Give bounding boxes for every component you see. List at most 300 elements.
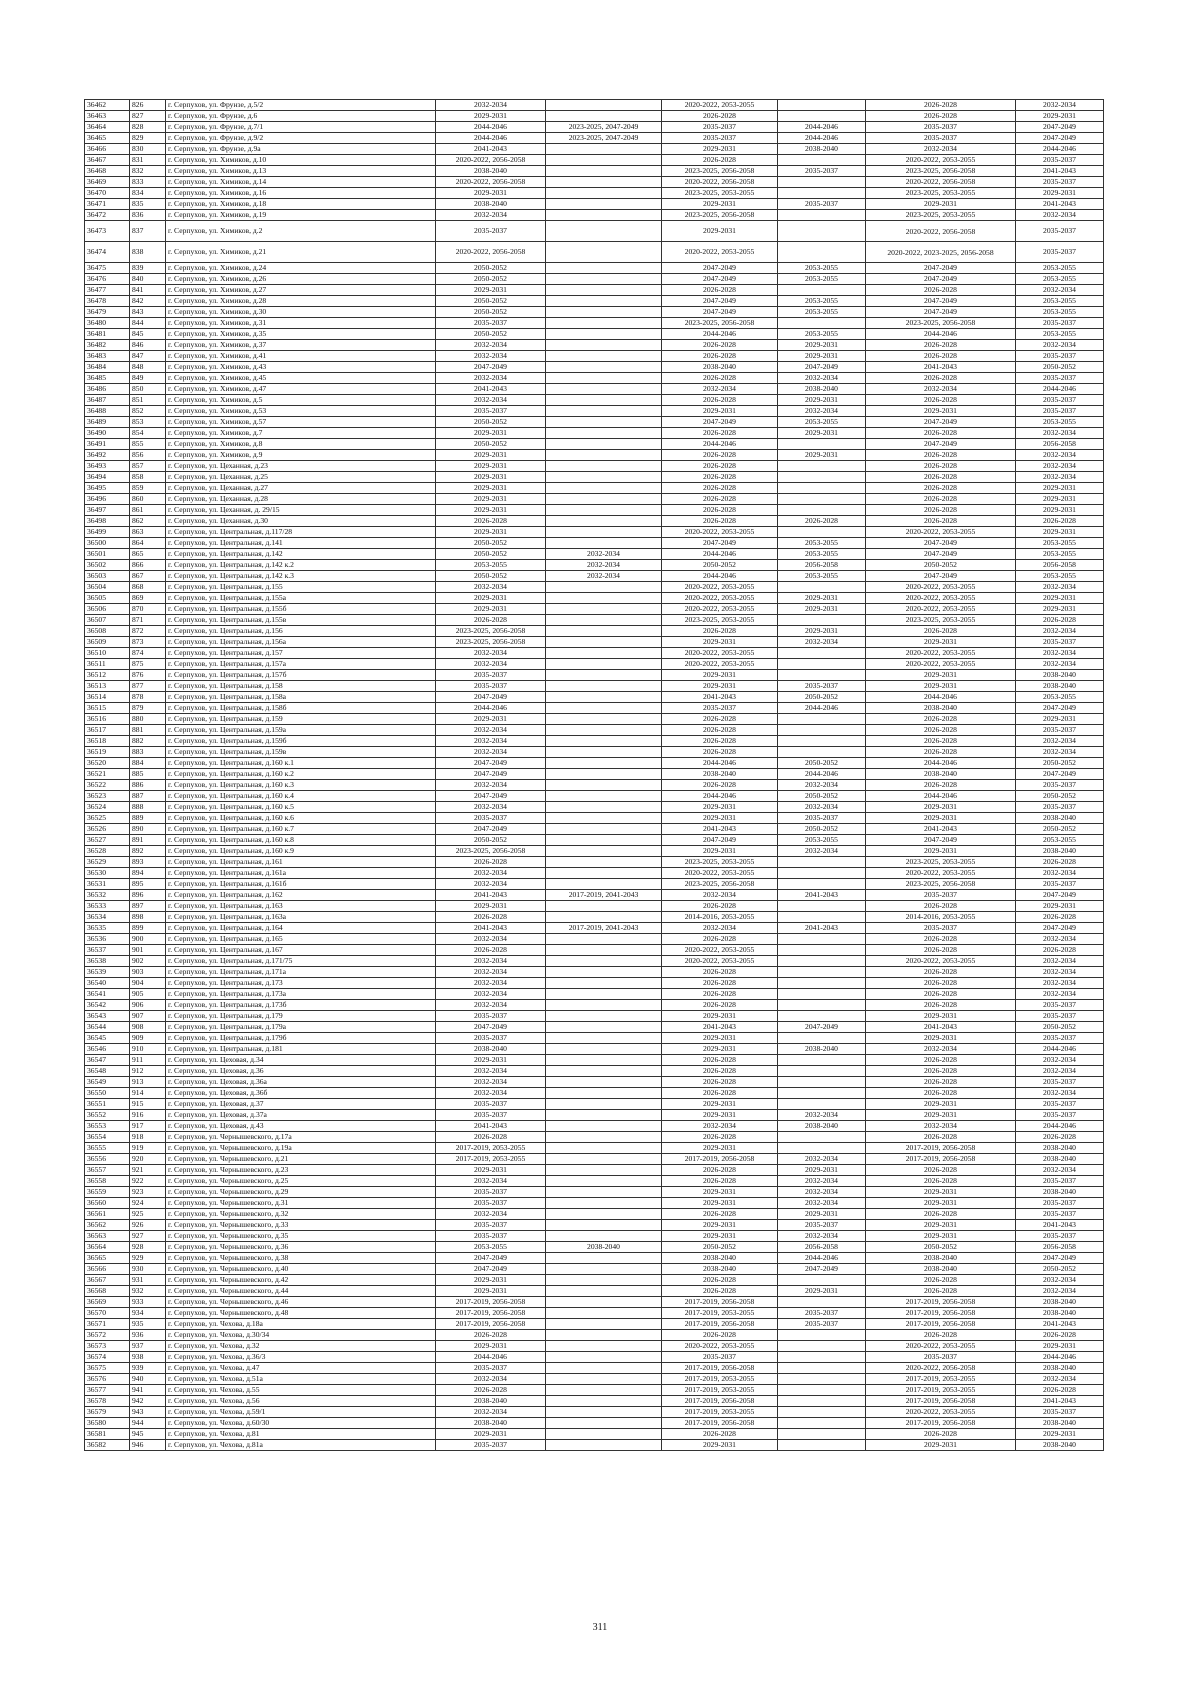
period-6-cell: 2047-2049 xyxy=(1016,923,1104,934)
table-row xyxy=(85,1242,1104,1253)
row-number-cell: 837 xyxy=(130,221,166,242)
period-4-cell xyxy=(778,670,866,681)
period-3-cell: 2038-2040 xyxy=(662,362,778,373)
period-6-cell: 2032-2034 xyxy=(1016,967,1104,978)
period-1-cell: 2017-2019, 2056-2058 xyxy=(436,1319,546,1330)
period-3-cell: 2017-2019, 2056-2058 xyxy=(662,1319,778,1330)
table-row xyxy=(85,802,1104,813)
period-5-cell: 2029-2031 xyxy=(866,1187,1016,1198)
period-2-cell xyxy=(546,1374,662,1385)
row-id-cell: 36574 xyxy=(85,1352,130,1363)
row-number-cell: 844 xyxy=(130,318,166,329)
row-number-cell: 875 xyxy=(130,659,166,670)
period-1-cell: 2029-2031 xyxy=(436,714,546,725)
period-6-cell: 2047-2049 xyxy=(1016,133,1104,144)
period-2-cell xyxy=(546,1066,662,1077)
period-4-cell: 2053-2055 xyxy=(778,835,866,846)
period-2-cell xyxy=(546,989,662,1000)
period-3-cell: 2026-2028 xyxy=(662,483,778,494)
period-2-cell xyxy=(546,1308,662,1319)
period-2-cell xyxy=(546,714,662,725)
period-6-cell: 2029-2031 xyxy=(1016,604,1104,615)
period-4-cell: 2032-2034 xyxy=(778,1231,866,1242)
period-2-cell xyxy=(546,901,662,912)
row-id-cell: 36505 xyxy=(85,593,130,604)
row-id-cell: 36537 xyxy=(85,945,130,956)
row-id-cell: 36545 xyxy=(85,1033,130,1044)
period-6-cell: 2029-2031 xyxy=(1016,494,1104,505)
row-number-cell: 833 xyxy=(130,177,166,188)
period-1-cell: 2041-2043 xyxy=(436,890,546,901)
period-2-cell xyxy=(546,406,662,417)
row-id-cell: 36563 xyxy=(85,1231,130,1242)
period-5-cell: 2026-2028 xyxy=(866,505,1016,516)
period-2-cell xyxy=(546,516,662,527)
period-6-cell: 2026-2028 xyxy=(1016,1385,1104,1396)
table-row xyxy=(85,725,1104,736)
period-2-cell xyxy=(546,1110,662,1121)
period-6-cell: 2035-2037 xyxy=(1016,1077,1104,1088)
address-cell: г. Серпухов, ул. Чернышевского, д.23 xyxy=(166,1165,436,1176)
period-2-cell xyxy=(546,1429,662,1440)
period-4-cell xyxy=(778,1363,866,1374)
period-6-cell: 2038-2040 xyxy=(1016,1308,1104,1319)
period-5-cell: 2038-2040 xyxy=(866,703,1016,714)
row-id-cell: 36526 xyxy=(85,824,130,835)
period-5-cell: 2029-2031 xyxy=(866,670,1016,681)
row-id-cell: 36521 xyxy=(85,769,130,780)
row-number-cell: 945 xyxy=(130,1429,166,1440)
period-6-cell: 2032-2034 xyxy=(1016,1066,1104,1077)
address-cell: г. Серпухов, ул. Центральная, д.155в xyxy=(166,615,436,626)
row-id-cell: 36560 xyxy=(85,1198,130,1209)
period-1-cell: 2029-2031 xyxy=(436,1429,546,1440)
row-id-cell: 36553 xyxy=(85,1121,130,1132)
period-2-cell: 2032-2034 xyxy=(546,571,662,582)
period-6-cell: 2032-2034 xyxy=(1016,978,1104,989)
address-cell: г. Серпухов, ул. Центральная, д.117/28 xyxy=(166,527,436,538)
address-cell: г. Серпухов, ул. Центральная, д.155 xyxy=(166,582,436,593)
period-5-cell: 2020-2022, 2053-2055 xyxy=(866,582,1016,593)
address-cell: г. Серпухов, ул. Чернышевского, д.33 xyxy=(166,1220,436,1231)
address-cell: г. Серпухов, ул. Центральная, д.160 к.1 xyxy=(166,758,436,769)
period-2-cell xyxy=(546,637,662,648)
period-4-cell: 2041-2043 xyxy=(778,890,866,901)
address-cell: г. Серпухов, ул. Химиков, д.7 xyxy=(166,428,436,439)
period-3-cell: 2029-2031 xyxy=(662,199,778,210)
period-2-cell xyxy=(546,1418,662,1429)
period-2-cell xyxy=(546,1319,662,1330)
row-number-cell: 899 xyxy=(130,923,166,934)
period-4-cell xyxy=(778,1418,866,1429)
address-cell: г. Серпухов, ул. Центральная, д.142 xyxy=(166,549,436,560)
period-3-cell: 2029-2031 xyxy=(662,1099,778,1110)
period-1-cell: 2032-2034 xyxy=(436,802,546,813)
period-5-cell: 2026-2028 xyxy=(866,373,1016,384)
address-cell: г. Серпухов, ул. Центральная, д.158б xyxy=(166,703,436,714)
row-id-cell: 36465 xyxy=(85,133,130,144)
period-4-cell xyxy=(778,1099,866,1110)
period-3-cell: 2044-2046 xyxy=(662,329,778,340)
period-4-cell: 2053-2055 xyxy=(778,329,866,340)
row-id-cell: 36518 xyxy=(85,736,130,747)
address-cell: г. Серпухов, ул. Центральная, д.155а xyxy=(166,593,436,604)
row-id-cell: 36566 xyxy=(85,1264,130,1275)
period-5-cell: 2026-2028 xyxy=(866,934,1016,945)
address-cell: г. Серпухов, ул. Чернышевского, д.19а xyxy=(166,1143,436,1154)
period-2-cell xyxy=(546,199,662,210)
period-3-cell: 2029-2031 xyxy=(662,1011,778,1022)
table-row xyxy=(85,221,1104,242)
period-3-cell: 2026-2028 xyxy=(662,1209,778,1220)
period-4-cell xyxy=(778,659,866,670)
period-3-cell: 2026-2028 xyxy=(662,1429,778,1440)
period-5-cell: 2035-2037 xyxy=(866,1352,1016,1363)
period-4-cell: 2050-2052 xyxy=(778,791,866,802)
period-4-cell: 2044-2046 xyxy=(778,703,866,714)
row-number-cell: 928 xyxy=(130,1242,166,1253)
period-2-cell xyxy=(546,242,662,263)
table-row xyxy=(85,1077,1104,1088)
period-3-cell: 2026-2028 xyxy=(662,736,778,747)
period-5-cell: 2029-2031 xyxy=(866,1099,1016,1110)
period-6-cell: 2044-2046 xyxy=(1016,1044,1104,1055)
period-5-cell: 2029-2031 xyxy=(866,1011,1016,1022)
row-id-cell: 36476 xyxy=(85,274,130,285)
period-4-cell: 2029-2031 xyxy=(778,626,866,637)
row-number-cell: 881 xyxy=(130,725,166,736)
period-3-cell: 2026-2028 xyxy=(662,978,778,989)
period-3-cell: 2029-2031 xyxy=(662,813,778,824)
period-3-cell: 2029-2031 xyxy=(662,1440,778,1451)
period-6-cell: 2032-2034 xyxy=(1016,989,1104,1000)
period-4-cell: 2035-2037 xyxy=(778,1308,866,1319)
period-2-cell xyxy=(546,384,662,395)
period-4-cell xyxy=(778,1407,866,1418)
period-6-cell: 2032-2034 xyxy=(1016,340,1104,351)
period-6-cell: 2047-2049 xyxy=(1016,890,1104,901)
period-2-cell xyxy=(546,274,662,285)
address-cell: г. Серпухов, ул. Цеховая, д.36б xyxy=(166,1088,436,1099)
period-1-cell: 2032-2034 xyxy=(436,1088,546,1099)
period-6-cell: 2029-2031 xyxy=(1016,1429,1104,1440)
period-2-cell xyxy=(546,461,662,472)
table-row xyxy=(85,846,1104,857)
period-6-cell: 2029-2031 xyxy=(1016,527,1104,538)
period-1-cell: 2029-2031 xyxy=(436,494,546,505)
period-3-cell: 2017-2019, 2053-2055 xyxy=(662,1385,778,1396)
period-5-cell: 2020-2022, 2053-2055 xyxy=(866,1341,1016,1352)
row-number-cell: 937 xyxy=(130,1341,166,1352)
table-row xyxy=(85,274,1104,285)
period-5-cell: 2029-2031 xyxy=(866,1198,1016,1209)
period-5-cell: 2023-2025, 2053-2055 xyxy=(866,857,1016,868)
period-1-cell: 2029-2031 xyxy=(436,483,546,494)
period-1-cell: 2029-2031 xyxy=(436,1341,546,1352)
period-2-cell xyxy=(546,1341,662,1352)
period-2-cell xyxy=(546,144,662,155)
period-6-cell: 2032-2034 xyxy=(1016,582,1104,593)
period-3-cell: 2044-2046 xyxy=(662,439,778,450)
period-3-cell: 2035-2037 xyxy=(662,122,778,133)
period-3-cell: 2026-2028 xyxy=(662,626,778,637)
period-6-cell: 2053-2055 xyxy=(1016,307,1104,318)
row-id-cell: 36530 xyxy=(85,868,130,879)
row-number-cell: 922 xyxy=(130,1176,166,1187)
row-number-cell: 920 xyxy=(130,1154,166,1165)
row-id-cell: 36524 xyxy=(85,802,130,813)
period-1-cell: 2035-2037 xyxy=(436,221,546,242)
period-3-cell: 2026-2028 xyxy=(662,1176,778,1187)
period-5-cell: 2026-2028 xyxy=(866,780,1016,791)
period-5-cell: 2020-2022, 2053-2055 xyxy=(866,527,1016,538)
period-5-cell: 2026-2028 xyxy=(866,461,1016,472)
row-number-cell: 856 xyxy=(130,450,166,461)
period-1-cell: 2047-2049 xyxy=(436,824,546,835)
period-1-cell: 2032-2034 xyxy=(436,1176,546,1187)
period-4-cell xyxy=(778,177,866,188)
table-row xyxy=(85,824,1104,835)
period-1-cell: 2032-2034 xyxy=(436,747,546,758)
table-row xyxy=(85,890,1104,901)
period-2-cell xyxy=(546,1176,662,1187)
period-6-cell: 2044-2046 xyxy=(1016,1352,1104,1363)
row-id-cell: 36488 xyxy=(85,406,130,417)
period-3-cell: 2041-2043 xyxy=(662,824,778,835)
table-row xyxy=(85,615,1104,626)
table-row xyxy=(85,1132,1104,1143)
period-1-cell: 2038-2040 xyxy=(436,166,546,177)
row-id-cell: 36532 xyxy=(85,890,130,901)
row-id-cell: 36551 xyxy=(85,1099,130,1110)
row-id-cell: 36525 xyxy=(85,813,130,824)
row-id-cell: 36496 xyxy=(85,494,130,505)
row-number-cell: 893 xyxy=(130,857,166,868)
address-cell: г. Серпухов, ул. Центральная, д.141 xyxy=(166,538,436,549)
address-cell: г. Серпухов, ул. Центральная, д.181 xyxy=(166,1044,436,1055)
period-1-cell: 2044-2046 xyxy=(436,703,546,714)
row-number-cell: 882 xyxy=(130,736,166,747)
period-1-cell: 2041-2043 xyxy=(436,1121,546,1132)
address-cell: г. Серпухов, ул. Центральная, д.159 xyxy=(166,714,436,725)
period-4-cell xyxy=(778,100,866,111)
row-id-cell: 36481 xyxy=(85,329,130,340)
table-row xyxy=(85,166,1104,177)
period-2-cell xyxy=(546,615,662,626)
address-cell: г. Серпухов, ул. Фрунзе, д.5/2 xyxy=(166,100,436,111)
period-1-cell: 2017-2019, 2053-2055 xyxy=(436,1154,546,1165)
period-2-cell xyxy=(546,351,662,362)
row-number-cell: 868 xyxy=(130,582,166,593)
period-4-cell xyxy=(778,1352,866,1363)
row-id-cell: 36477 xyxy=(85,285,130,296)
table-row xyxy=(85,1407,1104,1418)
address-cell: г. Серпухов, ул. Чехова, д.32 xyxy=(166,1341,436,1352)
row-number-cell: 936 xyxy=(130,1330,166,1341)
table-row xyxy=(85,813,1104,824)
period-1-cell: 2035-2037 xyxy=(436,406,546,417)
period-4-cell: 2032-2034 xyxy=(778,373,866,384)
period-3-cell: 2029-2031 xyxy=(662,637,778,648)
period-2-cell xyxy=(546,1187,662,1198)
period-4-cell xyxy=(778,879,866,890)
period-2-cell xyxy=(546,1275,662,1286)
period-1-cell: 2032-2034 xyxy=(436,351,546,362)
row-number-cell: 849 xyxy=(130,373,166,384)
period-3-cell: 2047-2049 xyxy=(662,417,778,428)
row-id-cell: 36483 xyxy=(85,351,130,362)
period-6-cell: 2035-2037 xyxy=(1016,879,1104,890)
period-2-cell xyxy=(546,1000,662,1011)
period-2-cell xyxy=(546,329,662,340)
period-1-cell: 2032-2034 xyxy=(436,659,546,670)
period-1-cell: 2035-2037 xyxy=(436,1011,546,1022)
period-6-cell: 2029-2031 xyxy=(1016,505,1104,516)
period-1-cell: 2026-2028 xyxy=(436,516,546,527)
row-number-cell: 853 xyxy=(130,417,166,428)
row-id-cell: 36533 xyxy=(85,901,130,912)
address-cell: г. Серпухов, ул. Чехова, д.18а xyxy=(166,1319,436,1330)
period-1-cell: 2047-2049 xyxy=(436,362,546,373)
period-6-cell: 2029-2031 xyxy=(1016,714,1104,725)
period-4-cell: 2056-2058 xyxy=(778,560,866,571)
period-6-cell: 2035-2037 xyxy=(1016,1099,1104,1110)
period-3-cell: 2035-2037 xyxy=(662,1352,778,1363)
period-1-cell: 2050-2052 xyxy=(436,835,546,846)
period-6-cell: 2035-2037 xyxy=(1016,373,1104,384)
table-row xyxy=(85,1220,1104,1231)
row-number-cell: 857 xyxy=(130,461,166,472)
period-4-cell xyxy=(778,527,866,538)
row-id-cell: 36462 xyxy=(85,100,130,111)
period-2-cell xyxy=(546,1264,662,1275)
table-row xyxy=(85,1033,1104,1044)
row-number-cell: 933 xyxy=(130,1297,166,1308)
period-5-cell: 2044-2046 xyxy=(866,692,1016,703)
period-6-cell: 2044-2046 xyxy=(1016,144,1104,155)
period-1-cell: 2026-2028 xyxy=(436,857,546,868)
period-2-cell xyxy=(546,1165,662,1176)
period-2-cell xyxy=(546,1143,662,1154)
period-5-cell: 2047-2049 xyxy=(866,307,1016,318)
period-3-cell: 2029-2031 xyxy=(662,1198,778,1209)
period-2-cell xyxy=(546,417,662,428)
period-4-cell xyxy=(778,1088,866,1099)
table-row xyxy=(85,549,1104,560)
period-2-cell xyxy=(546,956,662,967)
table-row xyxy=(85,483,1104,494)
row-number-cell: 943 xyxy=(130,1407,166,1418)
address-cell: г. Серпухов, ул. Чехова, д.51а xyxy=(166,1374,436,1385)
period-1-cell: 2029-2031 xyxy=(436,461,546,472)
period-6-cell: 2032-2034 xyxy=(1016,747,1104,758)
period-4-cell: 2026-2028 xyxy=(778,516,866,527)
period-4-cell xyxy=(778,714,866,725)
period-3-cell: 2017-2019, 2056-2058 xyxy=(662,1297,778,1308)
period-6-cell: 2038-2040 xyxy=(1016,846,1104,857)
row-id-cell: 36473 xyxy=(85,221,130,242)
period-5-cell: 2029-2031 xyxy=(866,637,1016,648)
address-cell: г. Серпухов, ул. Чернышевского, д.17а xyxy=(166,1132,436,1143)
table-row xyxy=(85,199,1104,210)
address-cell: г. Серпухов, ул. Центральная, д.171/75 xyxy=(166,956,436,967)
period-6-cell: 2050-2052 xyxy=(1016,758,1104,769)
row-number-cell: 878 xyxy=(130,692,166,703)
address-cell: г. Серпухов, ул. Чехова, д.36/3 xyxy=(166,1352,436,1363)
row-number-cell: 930 xyxy=(130,1264,166,1275)
row-id-cell: 36493 xyxy=(85,461,130,472)
period-6-cell: 2035-2037 xyxy=(1016,1033,1104,1044)
address-cell: г. Серпухов, ул. Чехова, д.30/34 xyxy=(166,1330,436,1341)
address-cell: г. Серпухов, ул. Химиков, д.37 xyxy=(166,340,436,351)
row-number-cell: 934 xyxy=(130,1308,166,1319)
period-3-cell: 2026-2028 xyxy=(662,428,778,439)
period-5-cell: 2026-2028 xyxy=(866,340,1016,351)
period-5-cell: 2020-2022, 2056-2058 xyxy=(866,1363,1016,1374)
address-cell: г. Серпухов, ул. Центральная, д.159б xyxy=(166,736,436,747)
row-id-cell: 36577 xyxy=(85,1385,130,1396)
period-3-cell: 2023-2025, 2056-2058 xyxy=(662,166,778,177)
period-3-cell: 2023-2025, 2056-2058 xyxy=(662,210,778,221)
period-5-cell: 2026-2028 xyxy=(866,494,1016,505)
period-4-cell xyxy=(778,1132,866,1143)
table-row xyxy=(85,670,1104,681)
table-row xyxy=(85,1275,1104,1286)
period-4-cell: 2038-2040 xyxy=(778,1121,866,1132)
row-id-cell: 36514 xyxy=(85,692,130,703)
period-4-cell: 2053-2055 xyxy=(778,549,866,560)
table-row xyxy=(85,188,1104,199)
period-2-cell xyxy=(546,868,662,879)
row-number-cell: 939 xyxy=(130,1363,166,1374)
period-4-cell xyxy=(778,1429,866,1440)
row-number-cell: 892 xyxy=(130,846,166,857)
period-1-cell: 2032-2034 xyxy=(436,967,546,978)
row-id-cell: 36486 xyxy=(85,384,130,395)
period-2-cell xyxy=(546,111,662,122)
period-3-cell: 2029-2031 xyxy=(662,221,778,242)
period-3-cell: 2032-2034 xyxy=(662,890,778,901)
period-3-cell: 2020-2022, 2053-2055 xyxy=(662,593,778,604)
period-3-cell: 2017-2019, 2053-2055 xyxy=(662,1308,778,1319)
address-cell: г. Серпухов, ул. Центральная, д.157б xyxy=(166,670,436,681)
period-1-cell: 2029-2031 xyxy=(436,285,546,296)
period-6-cell: 2038-2040 xyxy=(1016,1143,1104,1154)
period-1-cell: 2050-2052 xyxy=(436,274,546,285)
row-number-cell: 826 xyxy=(130,100,166,111)
period-2-cell: 2032-2034 xyxy=(546,560,662,571)
period-3-cell: 2029-2031 xyxy=(662,1110,778,1121)
period-3-cell: 2029-2031 xyxy=(662,1231,778,1242)
period-2-cell xyxy=(546,100,662,111)
period-6-cell: 2032-2034 xyxy=(1016,1374,1104,1385)
period-2-cell xyxy=(546,857,662,868)
period-5-cell: 2026-2028 xyxy=(866,1429,1016,1440)
table-row xyxy=(85,1374,1104,1385)
table-row xyxy=(85,1330,1104,1341)
period-5-cell: 2047-2049 xyxy=(866,274,1016,285)
address-cell: г. Серпухов, ул. Центральная, д.160 к.9 xyxy=(166,846,436,857)
row-id-cell: 36534 xyxy=(85,912,130,923)
row-id-cell: 36543 xyxy=(85,1011,130,1022)
period-2-cell xyxy=(546,221,662,242)
period-4-cell: 2047-2049 xyxy=(778,362,866,373)
period-4-cell: 2029-2031 xyxy=(778,340,866,351)
row-number-cell: 838 xyxy=(130,242,166,263)
period-3-cell: 2026-2028 xyxy=(662,934,778,945)
row-number-cell: 876 xyxy=(130,670,166,681)
row-number-cell: 926 xyxy=(130,1220,166,1231)
